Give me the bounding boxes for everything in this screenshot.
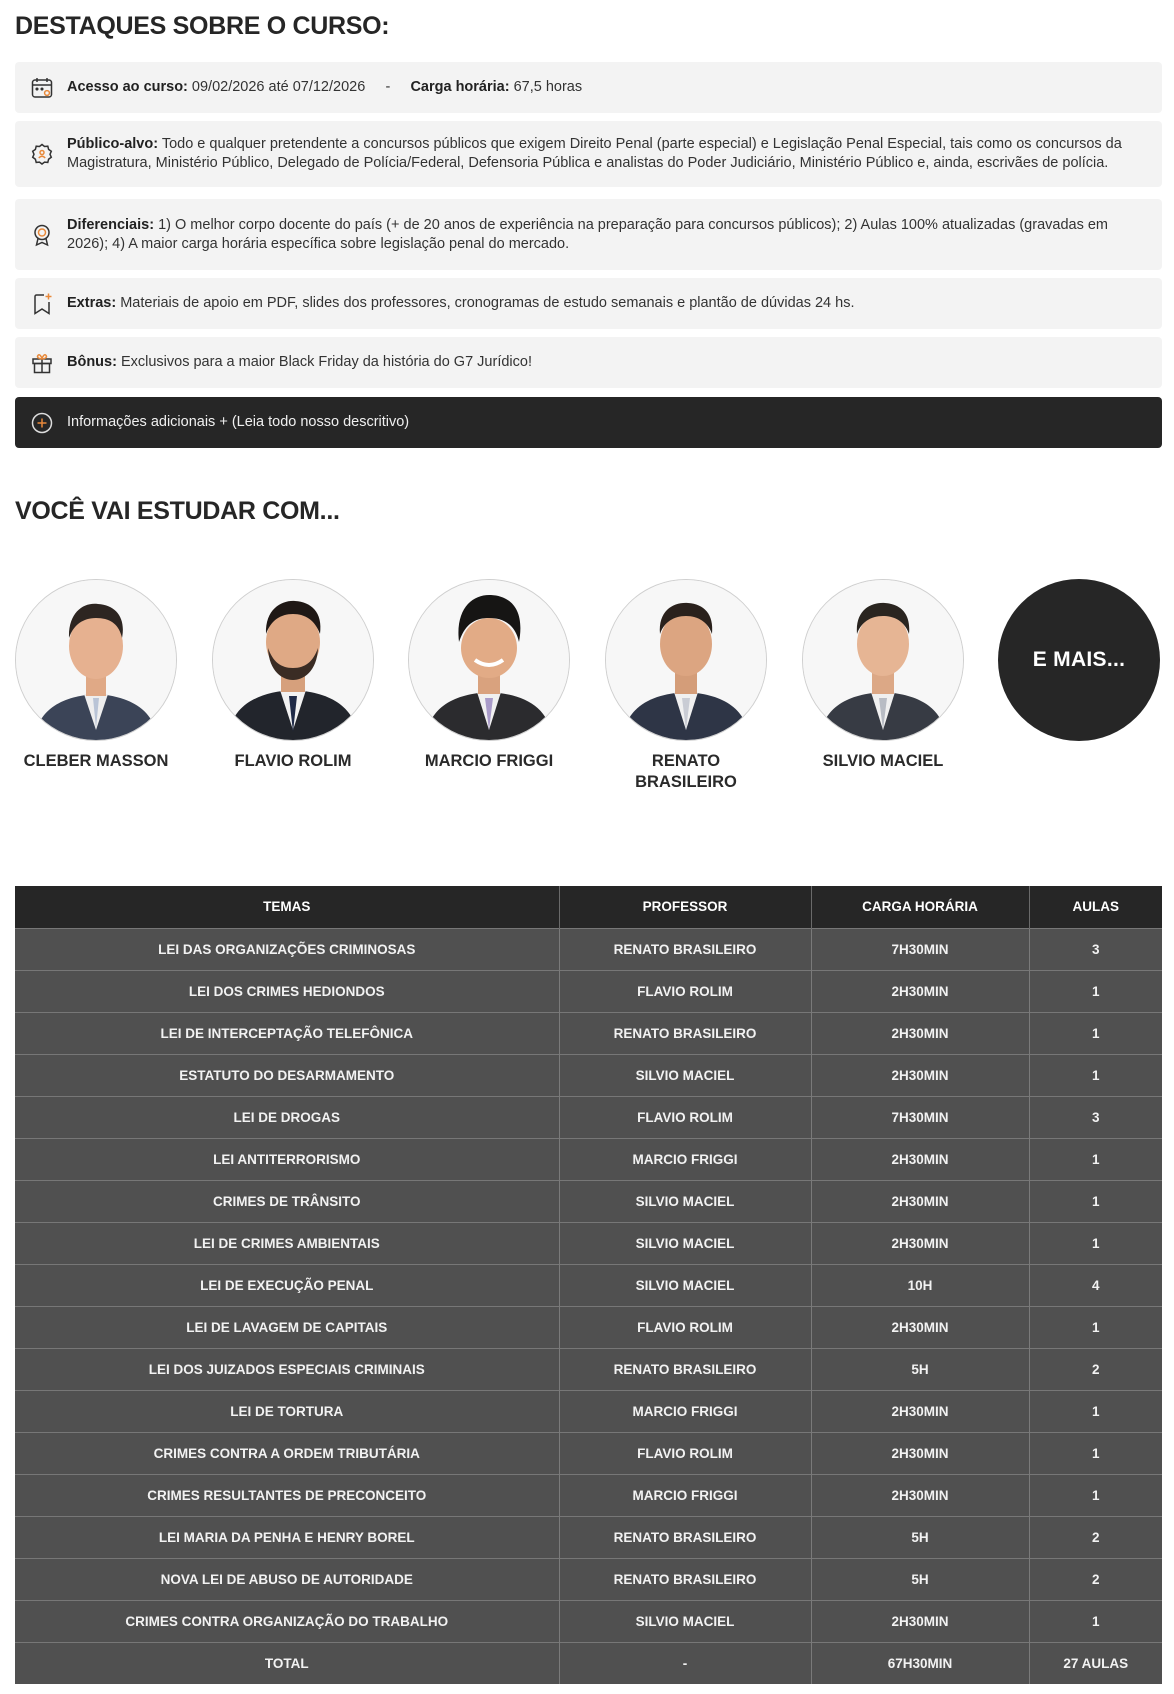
topic-cell: CRIMES CONTRA A ORDEM TRIBUTÁRIA: [15, 1432, 559, 1474]
header-temas: TEMAS: [15, 886, 559, 928]
table-row: [15, 928, 1162, 970]
table-row: [15, 1138, 1162, 1180]
table-total-row: [15, 1642, 1162, 1684]
access-info-box: [15, 62, 1162, 113]
professor-card[interactable]: [212, 579, 374, 772]
lessons-cell: 3: [1029, 1096, 1162, 1138]
workload-cell: 2H30MIN: [811, 1012, 1029, 1054]
header-carga-horaria: CARGA HORÁRIA: [811, 886, 1029, 928]
extras-label: Extras:: [67, 295, 117, 311]
workload-cell: 2H30MIN: [811, 1138, 1029, 1180]
lessons-cell: 1: [1029, 1012, 1162, 1054]
calendar-icon: [29, 75, 55, 101]
table-row: [15, 1054, 1162, 1096]
professor-card[interactable]: [802, 579, 964, 772]
plus-circle-icon: [29, 410, 55, 436]
workload-cell: 2H30MIN: [811, 1474, 1029, 1516]
lessons-cell: 1: [1029, 1222, 1162, 1264]
workload-cell: 2H30MIN: [811, 970, 1029, 1012]
table-row: [15, 1096, 1162, 1138]
professor-card[interactable]: [408, 579, 570, 772]
bonus-value: Exclusivos para a maior Black Friday da história do G7 Jurídico!: [120, 354, 532, 370]
lessons-cell: 1: [1029, 1474, 1162, 1516]
topic-cell: NOVA LEI DE ABUSO DE AUTORIDADE: [15, 1558, 559, 1600]
bonus-label: Bônus:: [67, 354, 117, 370]
professor-cell: FLAVIO ROLIM: [559, 1306, 811, 1348]
professor-cell: SILVIO MACIEL: [559, 1054, 811, 1096]
total-workload-cell: 67H30MIN: [811, 1642, 1029, 1684]
lessons-cell: 4: [1029, 1264, 1162, 1306]
professor-cell: SILVIO MACIEL: [559, 1222, 811, 1264]
professor-cell: SILVIO MACIEL: [559, 1264, 811, 1306]
professor-cell: MARCIO FRIGGI: [559, 1390, 811, 1432]
topic-cell: LEI DOS CRIMES HEDIONDOS: [15, 970, 559, 1012]
professor-photo: [802, 579, 964, 741]
topic-cell: LEI DE CRIMES AMBIENTAIS: [15, 1222, 559, 1264]
table-header-row: [15, 886, 1162, 928]
professor-photo: [605, 579, 767, 741]
topic-cell: CRIMES RESULTANTES DE PRECONCEITO: [15, 1474, 559, 1516]
topic-cell: CRIMES CONTRA ORGANIZAÇÃO DO TRABALHO: [15, 1600, 559, 1642]
lessons-cell: 2: [1029, 1558, 1162, 1600]
extras-value: Materiais de apoio em PDF, slides dos professores, cronogramas de estudo semanais e plantão de dúvidas 24 hs.: [120, 295, 855, 311]
topic-cell: LEI DE INTERCEPTAÇÃO TELEFÔNICA: [15, 1012, 559, 1054]
professor-name: SILVIO MACIEL: [822, 752, 944, 770]
lessons-cell: 1: [1029, 1138, 1162, 1180]
differentials-value: 1) O melhor corpo docente do país (+ de 20 anos de experiência na preparação para concursos públicos); 2) Aulas 100% atualizadas (gravadas em 2026); 4) A maior carga horária específica sobre legislação penal do mercado.: [67, 216, 1108, 252]
bookmark-plus-icon: [29, 291, 55, 317]
table-row: [15, 1474, 1162, 1516]
table-row: [15, 1264, 1162, 1306]
workload-value: 67,5 horas: [513, 79, 583, 95]
topic-cell: LEI MARIA DA PENHA E HENRY BOREL: [15, 1516, 559, 1558]
access-value: 09/02/2026 até 07/12/2026: [191, 79, 366, 95]
table-row: [15, 1600, 1162, 1642]
topic-cell: CRIMES DE TRÂNSITO: [15, 1180, 559, 1222]
professor-photo: [15, 579, 177, 741]
professor-card[interactable]: [15, 579, 177, 772]
topic-cell: LEI DAS ORGANIZAÇÕES CRIMINOSAS: [15, 928, 559, 970]
professor-cell: FLAVIO ROLIM: [559, 1096, 811, 1138]
extras-info-box: [15, 278, 1162, 329]
professor-cell: SILVIO MACIEL: [559, 1600, 811, 1642]
topic-cell: LEI DE DROGAS: [15, 1096, 559, 1138]
total-lessons-cell: 27 AULAS: [1029, 1642, 1162, 1684]
lessons-cell: 1: [1029, 1180, 1162, 1222]
access-label: Acesso ao curso:: [67, 79, 188, 95]
professor-card[interactable]: [605, 579, 767, 793]
header-professor: PROFESSOR: [559, 886, 811, 928]
award-badge-icon: [29, 222, 55, 248]
workload-cell: 5H: [811, 1516, 1029, 1558]
table-row: [15, 1306, 1162, 1348]
professor-name: RENATO BRASILEIRO: [635, 752, 737, 791]
lessons-cell: 1: [1029, 970, 1162, 1012]
access-separator: -: [385, 79, 391, 95]
professor-name: FLAVIO ROLIM: [234, 752, 352, 770]
highlights-title: DESTAQUES SOBRE O CURSO:: [15, 12, 390, 40]
workload-cell: 7H30MIN: [811, 1096, 1029, 1138]
total-label-cell: TOTAL: [15, 1642, 559, 1684]
professors-title: VOCÊ VAI ESTUDAR COM...: [15, 497, 340, 525]
professor-cell: MARCIO FRIGGI: [559, 1474, 811, 1516]
professor-cell: SILVIO MACIEL: [559, 1180, 811, 1222]
gift-icon: [29, 350, 55, 376]
header-aulas: AULAS: [1029, 886, 1162, 928]
topic-cell: LEI DE EXECUÇÃO PENAL: [15, 1264, 559, 1306]
workload-cell: 5H: [811, 1348, 1029, 1390]
topic-cell: LEI DOS JUIZADOS ESPECIAIS CRIMINAIS: [15, 1348, 559, 1390]
audience-label: Público-alvo:: [67, 136, 159, 152]
workload-cell: 2H30MIN: [811, 1180, 1029, 1222]
professor-cell: FLAVIO ROLIM: [559, 970, 811, 1012]
total-professor-cell: -: [559, 1642, 811, 1684]
topic-cell: LEI DE TORTURA: [15, 1390, 559, 1432]
lessons-cell: 1: [1029, 1432, 1162, 1474]
table-row: [15, 1180, 1162, 1222]
workload-label: Carga horária:: [410, 79, 510, 95]
lessons-cell: 1: [1029, 1600, 1162, 1642]
topic-cell: ESTATUTO DO DESARMAMENTO: [15, 1054, 559, 1096]
professor-cell: RENATO BRASILEIRO: [559, 1516, 811, 1558]
workload-cell: 2H30MIN: [811, 1600, 1029, 1642]
workload-cell: 2H30MIN: [811, 1054, 1029, 1096]
professor-cell: FLAVIO ROLIM: [559, 1432, 811, 1474]
table-row: [15, 1432, 1162, 1474]
differentials-info-box: [15, 199, 1162, 270]
audience-info-box: [15, 121, 1162, 187]
workload-cell: 10H: [811, 1264, 1029, 1306]
professor-cell: RENATO BRASILEIRO: [559, 1012, 811, 1054]
topic-cell: LEI ANTITERRORISMO: [15, 1138, 559, 1180]
audience-value: Todo e qualquer pretendente a concursos públicos que exigem Direito Penal (parte especial) e Legislação Penal Especial, tais como os concursos da Magistratura, Ministério Público, Delegado de Polícia/Federal, Defensoria Pública e analistas do Poder Judiciário, Ministério Público e, ainda, escrivães de polícia.: [67, 136, 1122, 171]
workload-cell: 2H30MIN: [811, 1432, 1029, 1474]
professor-name: CLEBER MASSON: [23, 752, 169, 770]
topic-cell: LEI DE LAVAGEM DE CAPITAIS: [15, 1306, 559, 1348]
lessons-cell: 1: [1029, 1054, 1162, 1096]
table-row: [15, 1558, 1162, 1600]
lessons-cell: 1: [1029, 1306, 1162, 1348]
differentials-label: Diferenciais:: [67, 216, 155, 233]
table-row: [15, 1222, 1162, 1264]
workload-cell: 2H30MIN: [811, 1222, 1029, 1264]
table-row: [15, 970, 1162, 1012]
additional-info-label: Informações adicionais + (Leia todo nosso descritivo): [67, 414, 410, 430]
target-audience-icon: [29, 141, 55, 167]
professor-photo: [212, 579, 374, 741]
professor-cell: RENATO BRASILEIRO: [559, 1348, 811, 1390]
table-row: [15, 1348, 1162, 1390]
lessons-cell: 1: [1029, 1390, 1162, 1432]
more-professors-card[interactable]: [998, 579, 1160, 741]
professor-cell: RENATO BRASILEIRO: [559, 928, 811, 970]
professor-photo: [408, 579, 570, 741]
bonus-info-box: [15, 337, 1162, 388]
additional-info-button[interactable]: [15, 397, 1162, 448]
workload-cell: 2H30MIN: [811, 1390, 1029, 1432]
workload-cell: 2H30MIN: [811, 1306, 1029, 1348]
course-schedule-table: [15, 886, 1162, 1684]
workload-cell: 5H: [811, 1558, 1029, 1600]
table-row: [15, 1012, 1162, 1054]
workload-cell: 7H30MIN: [811, 928, 1029, 970]
lessons-cell: 3: [1029, 928, 1162, 970]
professor-cell: RENATO BRASILEIRO: [559, 1558, 811, 1600]
table-row: [15, 1516, 1162, 1558]
more-professors-button[interactable]: E MAIS...: [998, 579, 1160, 741]
professor-name: MARCIO FRIGGI: [424, 752, 554, 770]
professor-cell: MARCIO FRIGGI: [559, 1138, 811, 1180]
lessons-cell: 2: [1029, 1516, 1162, 1558]
lessons-cell: 2: [1029, 1348, 1162, 1390]
table-row: [15, 1390, 1162, 1432]
